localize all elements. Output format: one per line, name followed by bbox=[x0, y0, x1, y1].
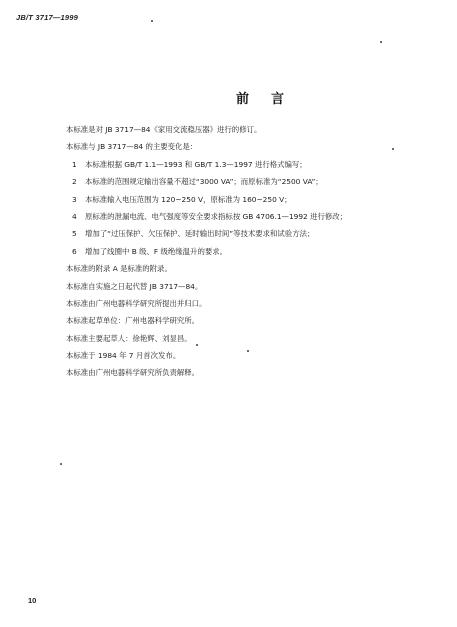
closing-line: 本标准自实施之日起代替 JB 3717—84。 bbox=[66, 281, 203, 291]
change-item-number: 2 bbox=[72, 177, 77, 187]
page-title: 前言 bbox=[236, 92, 307, 107]
paragraph: 本标准是对 JB 3717—84《家用交流稳压器》进行的修订。 bbox=[66, 125, 262, 134]
change-item-text: 原标准的泄漏电流、电气强度等安全要求指标按 GB 4706.1—1992 进行修改； bbox=[85, 211, 348, 221]
paragraph: 本标准与 JB 3717—84 的主要变化是： bbox=[66, 142, 198, 152]
scan-speck bbox=[247, 350, 249, 352]
change-item-number: 1 bbox=[72, 159, 77, 169]
change-item bbox=[66, 191, 416, 208]
scan-speck bbox=[196, 344, 198, 346]
closing-line: 本标准由广州电器科学研究所负责解释。 bbox=[66, 368, 200, 378]
closing-line: 本标准起草单位：广州电器科学研究所。 bbox=[66, 316, 200, 326]
change-item-number: 4 bbox=[72, 211, 77, 221]
change-item bbox=[66, 225, 416, 242]
change-item bbox=[66, 156, 416, 173]
change-item-text: 本标准的范围规定输出容量不超过“3000 VA”；而原标准为“2500 VA”； bbox=[85, 177, 323, 187]
page-number: 10 bbox=[28, 596, 37, 605]
scan-speck bbox=[60, 463, 62, 465]
standard-number-header: JB/T 3717—1999 bbox=[16, 13, 79, 22]
scan-speck bbox=[151, 20, 153, 22]
scan-speck bbox=[392, 148, 394, 150]
closing-line: 本标准的附录 A 是标准的附录。 bbox=[66, 264, 172, 274]
change-item-text: 本标准根据 GB/T 1.1—1993 和 GB/T 1.3—1997 进行格式编写； bbox=[85, 159, 307, 169]
change-item bbox=[66, 173, 416, 190]
change-item bbox=[66, 243, 416, 260]
change-item bbox=[66, 208, 416, 225]
closing-line: 本标准于 1984 年 7 月首次发布。 bbox=[66, 351, 181, 361]
change-item-number: 3 bbox=[72, 194, 77, 204]
closing-line: 本标准由广州电器科学研究所提出并归口。 bbox=[66, 298, 207, 308]
change-item-text: 增加了线圈中 B 级、F 级绝缘温升的要求。 bbox=[85, 246, 228, 256]
preface-body bbox=[66, 121, 416, 382]
change-item-text: 增加了“过压保护、欠压保护、延时输出时间”等技术要求和试验方法； bbox=[85, 229, 315, 239]
change-item-text: 本标准输入电压范围为 120~250 V，原标准为 160~250 V； bbox=[85, 194, 292, 204]
scan-speck bbox=[380, 41, 382, 43]
change-item-number: 5 bbox=[72, 229, 77, 239]
change-item-number: 6 bbox=[72, 246, 77, 256]
closing-line: 本标准主要起草人：徐艳辉、刘显昌。 bbox=[66, 333, 192, 343]
